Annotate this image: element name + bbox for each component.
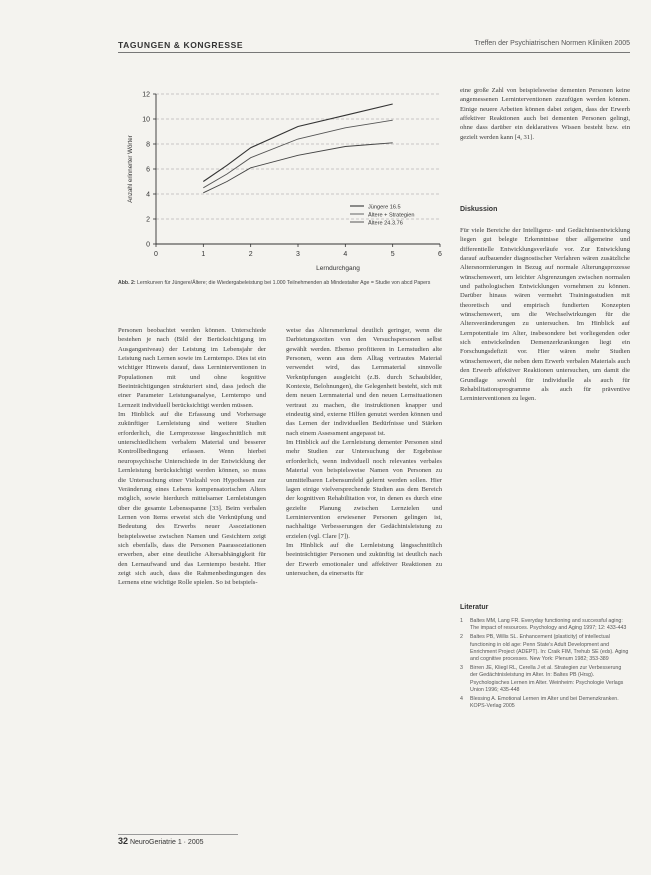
y-tick-label: 6	[146, 166, 150, 174]
reference-text: Blessing A. Emotional Lernen im Alter und bei Demenzkranken. KOPS-Verlag 2005	[470, 696, 619, 710]
series-line	[203, 120, 392, 188]
reference-number: 4	[460, 696, 463, 703]
y-tick-label: 8	[146, 141, 150, 149]
series-line	[203, 104, 392, 182]
reference-item	[460, 696, 630, 710]
paragraph: Personen beobachtet werden können. Unterschiede bestehen je nach (Bild der Berücksichtigung im Ausgangsniveau) der Leistung im Lebensjahr der Leistung nach Lernen sowie im Lerntempo. Dies ist ein wichtiger Hinweis darauf, dass Lerninterventionen in Populationen mit und ohne kognitive Beeinträchtigungen strukturiert sind, dass jedoch die einer Parameter Leistungsanalyse, Lerntempo und Lernzeit individuell berücksichtigt werden müssen.	[118, 327, 266, 409]
figure-chart	[118, 82, 450, 278]
paragraph: eine große Zahl von beispielsweise dementen Personen keine angemessenen Lerninterventionen zuzufügen werden können. Einige neuere Arbeiten können dabei zeigen, dass der Erwerb affektiver Reaktionen auch bei dementen Personen gelingt, ohne dass darüber ein deklaratives Wissen besteht bzw. ein gezielt werden kann [4, 31].	[460, 87, 630, 141]
x-tick-label: 0	[154, 251, 158, 258]
x-axis-label: Lerndurchgang	[316, 265, 360, 272]
series-line	[203, 143, 392, 193]
paragraph: Im Hinblick auf die Lernleistung dementer Personen sind mehr Studien zur Untersuchung der Ergebnisse erforderlich, wenn individuell noch relevantes verbales Material von beispielsweise Namen von Personen zu unmittelbaren Lebensumfeld gelernt werden sollen. Hier lagen einige vielversprechende Studien aus dem Bereich der kognitiven Rehabilitation vor, in denen es durch eine gezielte Planung zwischen Lernzielen und Lernintervention erwiesener Personen gelingen ist, nachhaltige Verbesserungen der Gedächtnisleistung zu erzielen (vgl. Clare [7]).	[286, 439, 442, 540]
reference-number: 3	[460, 665, 463, 672]
journal-name: NeuroGeriatrie 1 · 2005	[129, 839, 204, 846]
y-tick-label: 12	[142, 91, 150, 99]
x-tick-label: 2	[248, 251, 253, 258]
paragraph: Im Hinblick auf die Lernleistung längsschnittlich beeinträchtigter Personen und zukünftig ist deutlich nach der Erwerb emotionaler und affektiver Reaktionen zu untersuchen, da einerseits für	[286, 541, 442, 577]
reference-text: Birren JE, Kliegl RL, Cerella J et al. Strategien zur Verbesserung der Gedächtnisleistung im Alter. In: Baltes PB (Hrsg). Psychologisches Lernen im Alter. Weinheim: Psychologie Verlags Union 1996; 435-448	[470, 665, 624, 693]
caption-label: Abb. 2:	[118, 280, 136, 286]
y-tick-label: 2	[146, 216, 150, 224]
page-number: 32	[118, 836, 129, 846]
y-tick-label: 4	[146, 191, 150, 199]
footer-rule	[118, 834, 238, 835]
x-tick-label: 1	[201, 251, 206, 258]
header-rule	[118, 52, 630, 53]
reference-text: Baltes MM, Lang FR. Everyday functioning and successful aging: The impact of resources. Psychology and Aging 1997; 12: 433-443	[470, 618, 627, 632]
body-column-2	[286, 326, 442, 578]
reference-item	[460, 665, 630, 694]
legend-label: Ältere + Strategien	[368, 212, 415, 219]
caption-text: Lernkurven für Jüngere/Ältere; die Wiedergabeleistung bei 1.000 Teilnehmenden ab Mindestalter Age = Studie von abcd Papers	[137, 280, 431, 286]
x-tick-label: 6	[438, 251, 442, 258]
reference-text: Baltes PB, Willis SL. Enhancement (plasticity) of intellectual functioning in old age: Penn State's Adult Development and Enrichment Project (ADEPT). In: Craik FIM, Trehub SE (eds). Aging and cognitive processes. New York: Plenum 1982; 353-389	[470, 634, 629, 663]
y-tick-label: 10	[142, 116, 150, 124]
paragraph: Für viele Bereiche der Intelligenz- und Gedächtnisentwicklung liegen gut belegte Erkenntnisse über allgemeine und differentielle Entwicklungsverläufe vor. Zur Entwicklung darauf aufbauender diagnostischer Verfahren wären zusätzliche Altersnormierungen in Bezug auf normale Alterungsprozesse wünschenswert, um leichter Abgrenzungen zwischen normalen und pathologischen Entwicklungen vornehmen zu können. Darüber hinaus wären vermehrt Trainingsstudien mit theoretisch und empirisch fundierten Konzepten wünschenswert, um die Wechselwirkungen für die Altersveränderungen zu untersuchen. Im Hinblick auf Lernpotentiale im Alter, insbesondere bei vorliegenden oder sich entwickelnden Demenzerkrankungen liegt ein Forschungsdefizit vor. Hier wären mehr Studien wünschenswert, die neben dem Erwerb verbalen Materials auch den Erwerb affektiver Reaktionen untersuchen, um damit die Grundlage sowohl für individuelle als auch für Rehabilitationsprogramme als auch für präventive Lerninterventionen zu legen.	[460, 227, 630, 403]
discussion-heading: Diskussion	[460, 206, 498, 213]
body-column-1	[118, 326, 266, 588]
body-column-3-top	[460, 86, 630, 142]
reference-number: 1	[460, 618, 463, 624]
x-tick-label: 3	[296, 251, 300, 258]
discussion-body	[460, 226, 630, 404]
running-header: Treffen der Psychiatrischen Normen Kliniken 2005	[474, 40, 630, 47]
legend-label: Ältere 24.3.76	[368, 220, 403, 227]
references-heading: Literatur	[460, 604, 489, 611]
paragraph: Im Hinblick auf die Erfassung und Vorhersage zukünftiger Lernleistung sind weitere Studien erforderlich, die Lernprozesse längsschnittlich mit unterschiedlichem verbalem Material und besserer Kontrollbedingung erfassen. Wenn hierbei neuropsychische Unterschiede in der Entwicklung der Lernleistung berücksichtigt werden können, so muss die Untersuchung einer Vielzahl von Hypothesen zur Veränderung eines Lebens kompensatorischen Alters möglich, sowie hierdurch mittelsamer Lernleistungen über die gesamte Lebensspanne [33]. Beim verbalen Lernen von Items erweist sich die Verknüpfung und Bedeutung des Erwerbs neuer Assoziationen beispielsweise zwischen Namen und Gesichtern zeigt sich ebenfalls, dass die Personen Paarassoziationen erwerben, aber eine deutliche Altersabhängigkeit für den Lernaufwand und das Lerntempo besteht. Hier zeigt sich auch, dass die Rahmenbedingungen des Lernens eine wichtige Rolle spielen. So ist beispiels-	[118, 411, 266, 587]
reference-number: 2	[460, 634, 463, 641]
page-footer	[118, 836, 204, 846]
x-tick-label: 4	[343, 251, 348, 258]
reference-list	[460, 618, 630, 712]
figure-caption	[118, 280, 450, 287]
y-tick-label: 0	[146, 241, 150, 249]
x-tick-label: 5	[390, 251, 395, 258]
paragraph: weise das Altersmerkmal deutlich geringer, wenn die Darbietungszeiten von den Versuchspersonen selbst gewählt werden. Ebenso profitieren in Lernstudien alte Personen, wenn aus dem Alltag vertrautes Material verwendet wird, das Lernmaterial sinnvolle Verknüpfungen ausgleicht (z.B. durch Schaubilder, Kontexte, Belohnungen), die Gelegenheit besteht, sich mit dem neuen Lernmaterial und den neuen Lernsituationen vertraut zu machen, die instruktionen knapper und eindeutig sind, externe Hilfen genutzt werden können und das Lernen der individuellen Bedürfnisse und Stärken nach einem Assessment angepasst ist.	[286, 327, 442, 437]
section-header: TAGUNGEN & KONGRESSE	[118, 40, 244, 50]
reference-item	[460, 634, 630, 663]
y-axis-label: Anzahl erinnerter Wörter	[127, 135, 134, 203]
reference-item	[460, 618, 630, 632]
line-chart	[118, 82, 450, 278]
legend-label: Jüngere 16.5	[368, 204, 401, 211]
